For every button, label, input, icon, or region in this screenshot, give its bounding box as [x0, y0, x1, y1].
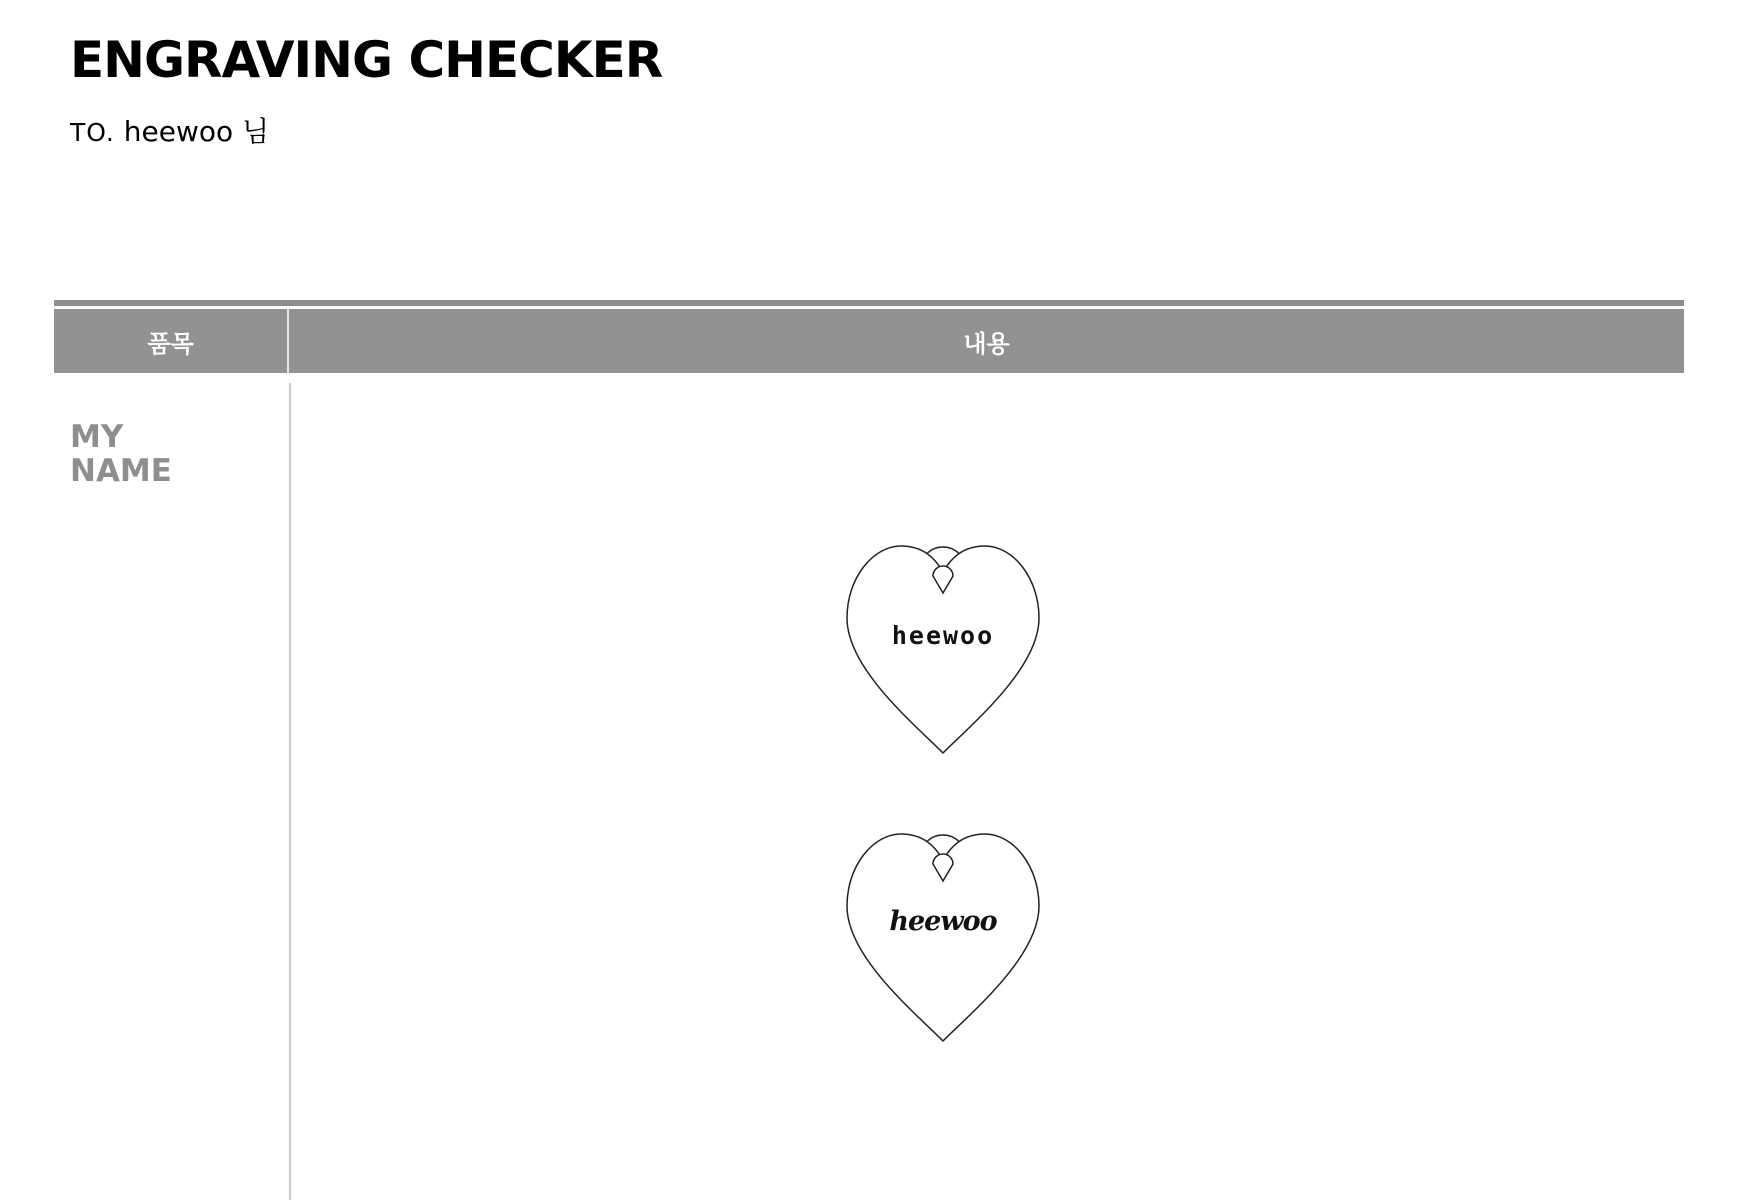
page-title: ENGRAVING CHECKER — [70, 31, 663, 89]
column-divider — [289, 383, 291, 1200]
engraving-preview — [843, 538, 1043, 756]
engraving-text: heewoo — [889, 906, 997, 937]
engraving-text: heewoo — [891, 621, 995, 650]
table-header-row — [54, 309, 1684, 373]
item-label-line: MY — [70, 419, 124, 455]
column-header-content: 내용 — [963, 329, 1010, 358]
recipient-prefix: TO. — [70, 118, 115, 147]
recipient-name: heewoo 님 — [123, 115, 270, 148]
table-top-rule — [54, 300, 1684, 306]
item-label — [70, 420, 172, 488]
column-header-item: 품목 — [54, 309, 289, 373]
recipient-line — [70, 112, 269, 153]
item-label-line: NAME — [70, 453, 172, 489]
engraving-preview — [843, 826, 1043, 1044]
